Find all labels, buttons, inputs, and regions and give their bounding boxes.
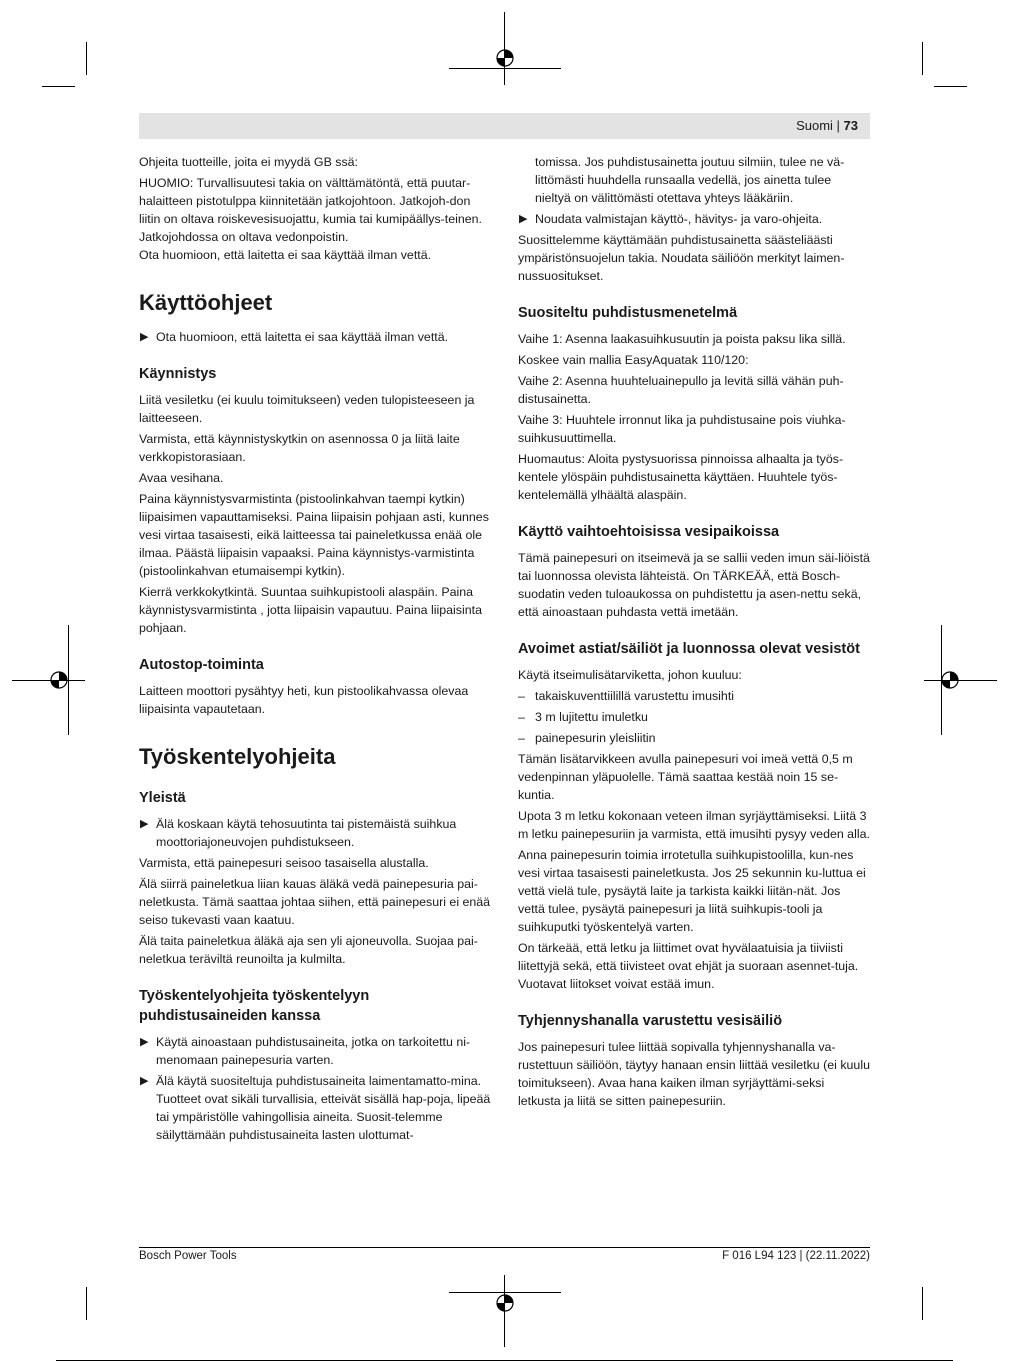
triangle-bullet-icon: ▶ (140, 1075, 149, 1087)
bullet-text: Käytä ainoastaan puhdistusaineita, jotka on tarkoitettu ni-menomaan painepesuria varten. (156, 1035, 471, 1067)
paragraph: Vaihe 1: Asenna laakasuihkusuutin ja poista paksu lika sillä. (518, 332, 846, 346)
paragraph: Vaihe 2: Asenna huuhteluainepullo ja levitä sillä vähän puh-distusainetta. (518, 374, 844, 406)
paragraph: Tämä painepesuri on itseimevä ja se sallii veden imun säi-liöistä tai luonnossa olevista lähteistä. On TÄRKEÄÄ, että Bosch-suodatin veden tuloaukossa on puhdistettu ja asen-nettu sekä, että ainoastaan puhdasta vettä imetään. (518, 551, 870, 619)
page-number: 73 (843, 118, 858, 133)
paragraph: Anna painepesurin toimia irrotetulla suihkupistoolilla, kun-nes vesi virtaa tasaisesti paineletkusta. Jos 25 sekunnin ku-luttua ei vettä vielä tule, pysäytä laite ja tarkista kaikki liitän-nät. Jos vettä tulee, pysäytä painepesuri ja liitä suihkupis-tooli ja suihkuputki työskentelyä varten. (518, 848, 866, 934)
registration-mark-icon (495, 48, 515, 68)
footer-doc-number: F 016 L94 123 | (22.11.2022) (722, 1250, 870, 1262)
bullet-item (518, 210, 870, 228)
section-title: Käyttöohjeet (139, 290, 273, 315)
bullet-text: Älä käytä suositeltuja puhdistusaineita laimentamatto-mina. Tuotteet ovat sikäli turvallisia, etteivät sisällä hap-poja, lipeää tai ympäristölle vahingollisia aineita. Suosit-telemme säilyttämään puhdistusaineita lasten ulottumat- (156, 1074, 491, 1142)
paragraph: On tärkeää, että letku ja liittimet ovat hyvälaatuisia ja tiiviisti liitettyjä sekä, että tiivisteet ovat ehjät ja suoraan asennet-tuja. Vuotavat liitokset voivat estää imun. (518, 941, 859, 991)
paragraph: Älä taita paineletkua äläkä aja sen yli ajoneuvolla. Suojaa pai-neletkua teräviltä reunoilta ja kulmilta. (139, 934, 478, 966)
bullet-item (139, 815, 491, 851)
paragraph: Huomautus: Aloita pystysuorissa pinnoissa alhaalta ja työs-kentele ylöspäin puhdistusainetta käyttäen. Huuhtele työs-kentelemällä ylhäältä alaspäin. (518, 452, 844, 502)
subsection-title: Autostop-toiminta (139, 657, 264, 673)
triangle-bullet-icon: ▶ (140, 331, 149, 343)
page-header (139, 113, 870, 139)
list-item-text: takaiskuventtiilillä varustettu imusihti (535, 689, 735, 703)
crop-mark (42, 86, 75, 87)
paragraph: Kierrä verkkokytkintä. Suuntaa suihkupistooli alaspäin. Paina käynnistysvarmistinta , jotta liipaisin vapautuu. Paina liipaisinta pohjaan. (139, 585, 482, 635)
dash-bullet: – (518, 689, 525, 703)
paragraph: Suosittelemme käyttämään puhdistusainetta säästeliäästi ympäristönsuojelun takia. Noudata säiliöön merkityt laimen-nussuositukset. (518, 233, 845, 283)
paragraph: Ohjeita tuotteille, joita ei myydä GB ssä: (139, 155, 359, 169)
triangle-bullet-icon: ▶ (140, 818, 149, 830)
paragraph: Vaihe 3: Huuhtele irronnut lika ja puhdistusaine pois viuhka-suihkusuuttimella. (518, 413, 846, 445)
subsection-title: Yleistä (139, 790, 186, 806)
list-item-text: 3 m lujitettu imuletku (535, 710, 648, 724)
paragraph: Upota 3 m letku kokonaan veteen ilman syrjäyttämiseksi. Liitä 3 m letku painepesuriin ja varmista, että imusihti pysyy veden alla. (518, 809, 870, 841)
subsection-title: Suositeltu puhdistusmenetelmä (518, 305, 738, 321)
bullet-text: Älä koskaan käytä tehosuutinta tai pistemäistä suihkua moottoriajoneuvojen puhdistukseen. (156, 817, 457, 849)
crop-mark (86, 42, 87, 75)
paragraph: tomissa. Jos puhdistusainetta joutuu silmiin, tulee ne vä-littömästi huuhdella runsaalla vedellä, jos ainetta tulee nieltyä on välittömästi otettava yhteys lääkäriin. (535, 155, 845, 205)
paragraph: Laitteen moottori pysähtyy heti, kun pistoolikahvassa olevaa liipaisinta vapautetaan. (139, 684, 469, 716)
paragraph: Paina käynnistysvarmistinta (pistoolinkahvan taempi kytkin) liipaisimen vapauttamiseksi. Paina liipaisin pohjaan asti, kunnes vesi virtaa tasaisesti, eikä laitteessa tai paineletkussa enää ole ilmaa. Päästä liipaisin vapaaksi. Paina käynnistys-varmistinta (pistoolinkahvan etumaisempi kytkin). (139, 492, 489, 578)
paragraph: HUOMIO: Turvallisuutesi takia on välttämätöntä, että puutar-halaitteen pistotulppa kiinnitetään jatkojohtoon. Jatkojoh-don liitin on oltava roiskevesisuojattu, kumia tai kumipäällys-teinen. Jatkojohdossa on oltava vedonpoistin. (139, 176, 482, 244)
registration-line (924, 680, 997, 681)
registration-mark-icon (940, 670, 960, 690)
registration-mark-icon (49, 670, 69, 690)
crop-mark (922, 1287, 923, 1320)
footer-rule (139, 1247, 870, 1248)
paragraph: Koskee vain mallia EasyAquatak 110/120: (518, 353, 749, 367)
paragraph: Liitä vesiletku (ei kuulu toimitukseen) veden tulopisteeseen ja laitteeseen. (139, 393, 475, 425)
bullet-item (139, 1072, 491, 1144)
subsection-title: Avoimet astiat/säiliöt ja luonnossa olevat vesistöt (518, 641, 860, 657)
triangle-bullet-icon: ▶ (519, 213, 528, 225)
footer-brand: Bosch Power Tools (139, 1250, 237, 1262)
crop-mark (922, 42, 923, 75)
left-column (139, 153, 491, 1147)
list-item (518, 729, 870, 747)
subsection-title: Tyhjennyshanalla varustettu vesisäiliö (518, 1013, 783, 1029)
bullet-text: Noudata valmistajan käyttö-, hävitys- ja varo-ohjeita. (535, 212, 823, 226)
subsection-title: Käynnistys (139, 366, 217, 382)
triangle-bullet-icon: ▶ (140, 1036, 149, 1048)
list-item (518, 708, 870, 726)
paragraph: Tämän lisätarvikkeen avulla painepesuri voi imeä vettä 0,5 m vedenpinnan yläpuolelle. Tämä saattaa kestää noin 15 se-kuntia. (518, 752, 853, 802)
paragraph: Älä siirrä paineletkua liian kauas äläkä vedä painepesuria pai-neletkusta. Tämä saattaa johtaa siihen, että painepesuri ei enää seiso tukevasti vaan kaatuu. (139, 877, 491, 927)
registration-line (449, 68, 561, 69)
subsection-title: Työskentelyohjeita työskentelyyn puhdistusaineiden kanssa (139, 988, 370, 1024)
paragraph: Jos painepesuri tulee liittää sopivalla tyhjennyshanalla va-rustettuun säiliöön, täytyy hanaan ensin liittää vesiletku (ei kuulu toimitukseen). Avaa hana kaiken ilman syrjäyttämi-seksi letkusta ja liitä se sitten painepesuriin. (518, 1040, 870, 1108)
crop-mark (934, 86, 967, 87)
dash-bullet: – (518, 731, 525, 745)
list-item (518, 687, 870, 705)
crop-mark (86, 1287, 87, 1320)
section-title: Työskentelyohjeita (139, 744, 336, 769)
subsection-title: Käyttö vaihtoehtoisissa vesipaikoissa (518, 524, 780, 540)
bullet-text: Ota huomioon, että laitetta ei saa käyttää ilman vettä. (156, 330, 449, 344)
header-section: Suomi (796, 118, 833, 133)
paragraph: Varmista, että käynnistyskytkin on asennossa 0 ja liitä laite verkkopistorasiaan. (139, 432, 460, 464)
list-item-text: painepesurin yleisliitin (535, 731, 656, 745)
right-column (518, 153, 870, 1113)
dash-bullet: – (518, 710, 525, 724)
paragraph: Avaa vesihana. (139, 471, 224, 485)
registration-mark-icon (495, 1293, 515, 1313)
header-label: Suomi | 73 (796, 118, 858, 133)
bullet-item (139, 328, 491, 346)
paragraph: Ota huomioon, että laitetta ei saa käyttää ilman vettä. (139, 248, 432, 262)
paragraph: Käytä itseimulisätarviketta, johon kuuluu: (518, 668, 742, 682)
bullet-item (139, 1033, 491, 1069)
paragraph: Varmista, että painepesuri seisoo tasaisella alustalla. (139, 856, 429, 870)
